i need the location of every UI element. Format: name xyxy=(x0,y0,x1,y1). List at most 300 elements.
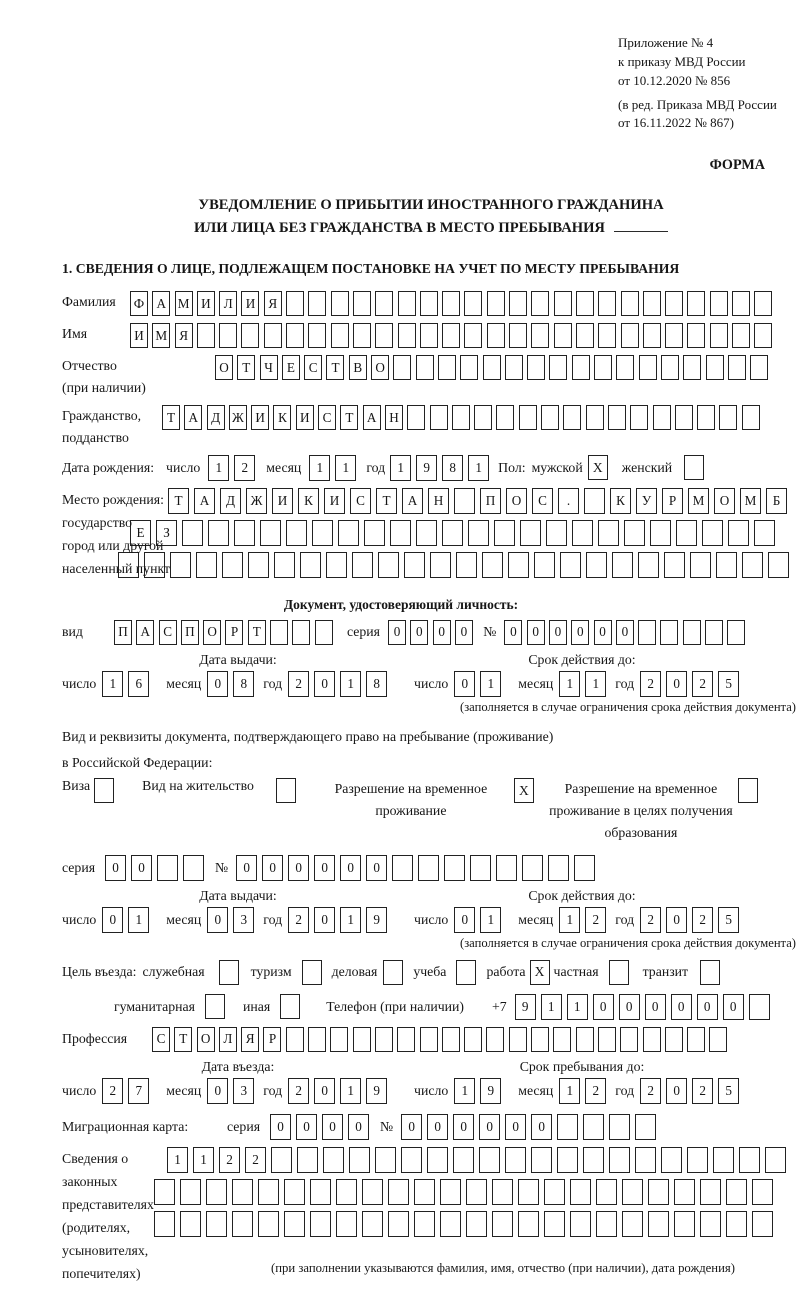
char-cell[interactable] xyxy=(754,520,775,546)
char-cell[interactable]: Ф xyxy=(130,291,148,316)
char-cell[interactable] xyxy=(548,855,569,881)
char-cell[interactable] xyxy=(492,1211,513,1237)
char-cell[interactable]: 1 xyxy=(167,1147,188,1173)
char-cell[interactable]: 1 xyxy=(559,1078,580,1104)
char-cell[interactable]: О xyxy=(506,488,527,514)
char-cell[interactable] xyxy=(531,1147,552,1173)
char-cell[interactable]: 1 xyxy=(340,907,361,933)
char-cell[interactable] xyxy=(414,1179,435,1205)
char-cell[interactable]: 0 xyxy=(453,1114,474,1140)
profession-input[interactable] xyxy=(152,1027,732,1052)
char-cell[interactable] xyxy=(479,1147,500,1173)
char-cell[interactable] xyxy=(683,620,701,645)
char-cell[interactable] xyxy=(308,323,326,348)
char-cell[interactable]: Я xyxy=(175,323,193,348)
char-cell[interactable]: 0 xyxy=(454,671,475,697)
char-cell[interactable] xyxy=(609,1147,630,1173)
char-cell[interactable]: Р xyxy=(662,488,683,514)
purpose-official-checkbox[interactable] xyxy=(219,960,239,985)
char-cell[interactable] xyxy=(609,1114,630,1140)
char-cell[interactable] xyxy=(653,405,671,430)
birth-place-row1-input[interactable] xyxy=(168,488,800,514)
char-cell[interactable] xyxy=(292,620,310,645)
char-cell[interactable]: 0 xyxy=(296,1114,317,1140)
char-cell[interactable]: С xyxy=(304,355,322,380)
char-cell[interactable]: 9 xyxy=(416,455,437,481)
char-cell[interactable] xyxy=(519,405,537,430)
char-cell[interactable]: 0 xyxy=(571,620,589,645)
char-cell[interactable] xyxy=(331,291,349,316)
char-cell[interactable]: А xyxy=(363,405,381,430)
char-cell[interactable] xyxy=(442,323,460,348)
char-cell[interactable]: Н xyxy=(428,488,449,514)
char-cell[interactable]: О xyxy=(215,355,233,380)
char-cell[interactable]: Л xyxy=(219,1027,237,1052)
char-cell[interactable]: 0 xyxy=(366,855,387,881)
female-checkbox[interactable] xyxy=(684,455,704,480)
representatives-row1-input[interactable] xyxy=(167,1147,800,1173)
char-cell[interactable] xyxy=(522,855,543,881)
patronymic-input[interactable] xyxy=(215,355,772,380)
char-cell[interactable] xyxy=(546,520,567,546)
char-cell[interactable] xyxy=(768,552,789,578)
char-cell[interactable] xyxy=(534,552,555,578)
char-cell[interactable] xyxy=(531,1027,549,1052)
char-cell[interactable] xyxy=(170,552,191,578)
char-cell[interactable] xyxy=(520,520,541,546)
char-cell[interactable]: 1 xyxy=(541,994,562,1020)
char-cell[interactable] xyxy=(393,355,411,380)
char-cell[interactable] xyxy=(427,1147,448,1173)
char-cell[interactable] xyxy=(464,323,482,348)
char-cell[interactable]: 2 xyxy=(692,671,713,697)
char-cell[interactable] xyxy=(206,1211,227,1237)
char-cell[interactable]: К xyxy=(273,405,291,430)
char-cell[interactable] xyxy=(414,1211,435,1237)
char-cell[interactable] xyxy=(697,405,715,430)
char-cell[interactable]: 1 xyxy=(309,455,330,481)
char-cell[interactable] xyxy=(598,1027,616,1052)
temp-residence-edu-checkbox[interactable] xyxy=(738,778,758,803)
char-cell[interactable]: 2 xyxy=(585,907,606,933)
char-cell[interactable]: У xyxy=(636,488,657,514)
doc-issue-year-input[interactable] xyxy=(288,671,392,697)
char-cell[interactable] xyxy=(300,552,321,578)
char-cell[interactable]: 2 xyxy=(640,671,661,697)
char-cell[interactable] xyxy=(398,291,416,316)
char-cell[interactable] xyxy=(248,552,269,578)
char-cell[interactable]: К xyxy=(610,488,631,514)
char-cell[interactable] xyxy=(492,1179,513,1205)
char-cell[interactable] xyxy=(596,1211,617,1237)
char-cell[interactable] xyxy=(362,1211,383,1237)
char-cell[interactable] xyxy=(621,323,639,348)
purpose-business-checkbox[interactable] xyxy=(383,960,403,985)
char-cell[interactable] xyxy=(430,405,448,430)
stay-doc-expiry-month-input[interactable] xyxy=(559,907,611,933)
char-cell[interactable] xyxy=(460,355,478,380)
char-cell[interactable]: 0 xyxy=(207,907,228,933)
char-cell[interactable]: И xyxy=(296,405,314,430)
char-cell[interactable]: А xyxy=(402,488,423,514)
char-cell[interactable]: О xyxy=(714,488,735,514)
char-cell[interactable]: С xyxy=(350,488,371,514)
char-cell[interactable]: 0 xyxy=(314,671,335,697)
char-cell[interactable]: Л xyxy=(219,291,237,316)
char-cell[interactable]: 0 xyxy=(102,907,123,933)
char-cell[interactable]: 1 xyxy=(340,1078,361,1104)
purpose-transit-checkbox[interactable] xyxy=(700,960,720,985)
char-cell[interactable]: Я xyxy=(241,1027,259,1052)
char-cell[interactable] xyxy=(594,355,612,380)
char-cell[interactable] xyxy=(702,520,723,546)
doc-issue-day-input[interactable] xyxy=(102,671,154,697)
char-cell[interactable]: 0 xyxy=(504,620,522,645)
char-cell[interactable]: 9 xyxy=(366,1078,387,1104)
char-cell[interactable] xyxy=(687,1027,705,1052)
char-cell[interactable] xyxy=(271,1147,292,1173)
char-cell[interactable]: Ч xyxy=(260,355,278,380)
char-cell[interactable] xyxy=(470,855,491,881)
char-cell[interactable]: Р xyxy=(225,620,243,645)
char-cell[interactable] xyxy=(353,1027,371,1052)
char-cell[interactable] xyxy=(509,291,527,316)
doc-series-input[interactable] xyxy=(388,620,477,645)
char-cell[interactable] xyxy=(404,552,425,578)
char-cell[interactable]: 8 xyxy=(442,455,463,481)
char-cell[interactable] xyxy=(638,552,659,578)
char-cell[interactable]: З xyxy=(156,520,177,546)
char-cell[interactable]: 6 xyxy=(128,671,149,697)
char-cell[interactable] xyxy=(352,552,373,578)
char-cell[interactable]: 1 xyxy=(454,1078,475,1104)
char-cell[interactable] xyxy=(453,1147,474,1173)
char-cell[interactable] xyxy=(375,291,393,316)
char-cell[interactable] xyxy=(508,552,529,578)
char-cell[interactable] xyxy=(416,355,434,380)
char-cell[interactable] xyxy=(505,1147,526,1173)
char-cell[interactable] xyxy=(440,1211,461,1237)
char-cell[interactable] xyxy=(496,855,517,881)
char-cell[interactable]: А xyxy=(152,291,170,316)
char-cell[interactable] xyxy=(726,1211,747,1237)
char-cell[interactable]: Е xyxy=(282,355,300,380)
doc-issue-month-input[interactable] xyxy=(207,671,259,697)
char-cell[interactable] xyxy=(624,520,645,546)
char-cell[interactable]: 1 xyxy=(390,455,411,481)
char-cell[interactable] xyxy=(732,291,750,316)
char-cell[interactable] xyxy=(719,405,737,430)
char-cell[interactable]: О xyxy=(371,355,389,380)
char-cell[interactable] xyxy=(664,552,685,578)
char-cell[interactable] xyxy=(665,291,683,316)
char-cell[interactable] xyxy=(598,323,616,348)
char-cell[interactable]: 0 xyxy=(531,1114,552,1140)
char-cell[interactable] xyxy=(518,1179,539,1205)
char-cell[interactable] xyxy=(286,520,307,546)
char-cell[interactable]: 0 xyxy=(288,855,309,881)
char-cell[interactable] xyxy=(687,323,705,348)
purpose-work-checkbox[interactable]: X xyxy=(530,960,550,985)
char-cell[interactable]: И xyxy=(130,323,148,348)
char-cell[interactable]: 0 xyxy=(314,1078,335,1104)
char-cell[interactable]: 0 xyxy=(723,994,744,1020)
char-cell[interactable] xyxy=(444,855,465,881)
char-cell[interactable] xyxy=(482,552,503,578)
migration-card-series-input[interactable] xyxy=(270,1114,374,1140)
char-cell[interactable] xyxy=(222,552,243,578)
stay-until-year-input[interactable] xyxy=(640,1078,744,1104)
char-cell[interactable] xyxy=(274,552,295,578)
char-cell[interactable] xyxy=(732,323,750,348)
char-cell[interactable]: 0 xyxy=(593,994,614,1020)
char-cell[interactable] xyxy=(648,1179,669,1205)
char-cell[interactable] xyxy=(397,1027,415,1052)
char-cell[interactable]: 5 xyxy=(718,1078,739,1104)
stay-doc-issue-month-input[interactable] xyxy=(207,907,259,933)
char-cell[interactable] xyxy=(586,405,604,430)
char-cell[interactable]: 2 xyxy=(288,1078,309,1104)
char-cell[interactable] xyxy=(438,355,456,380)
char-cell[interactable] xyxy=(742,552,763,578)
char-cell[interactable] xyxy=(596,1179,617,1205)
char-cell[interactable]: 2 xyxy=(102,1078,123,1104)
purpose-tourism-checkbox[interactable] xyxy=(302,960,322,985)
char-cell[interactable] xyxy=(635,1147,656,1173)
char-cell[interactable]: 2 xyxy=(234,455,255,481)
char-cell[interactable] xyxy=(765,1147,786,1173)
char-cell[interactable]: М xyxy=(740,488,761,514)
char-cell[interactable] xyxy=(260,520,281,546)
char-cell[interactable] xyxy=(754,323,772,348)
char-cell[interactable]: 1 xyxy=(480,907,501,933)
phone-input[interactable] xyxy=(515,994,775,1020)
stay-doc-expiry-day-input[interactable] xyxy=(454,907,506,933)
char-cell[interactable]: 0 xyxy=(549,620,567,645)
char-cell[interactable]: 0 xyxy=(314,855,335,881)
char-cell[interactable]: Д xyxy=(207,405,225,430)
char-cell[interactable] xyxy=(572,355,590,380)
purpose-private-checkbox[interactable] xyxy=(609,960,629,985)
char-cell[interactable]: 0 xyxy=(270,1114,291,1140)
char-cell[interactable]: 0 xyxy=(645,994,666,1020)
char-cell[interactable] xyxy=(675,405,693,430)
char-cell[interactable]: 0 xyxy=(505,1114,526,1140)
char-cell[interactable] xyxy=(454,488,475,514)
char-cell[interactable] xyxy=(326,552,347,578)
char-cell[interactable] xyxy=(709,1027,727,1052)
char-cell[interactable] xyxy=(554,291,572,316)
char-cell[interactable]: М xyxy=(152,323,170,348)
char-cell[interactable] xyxy=(336,1211,357,1237)
char-cell[interactable] xyxy=(270,620,288,645)
char-cell[interactable]: Т xyxy=(376,488,397,514)
char-cell[interactable] xyxy=(643,291,661,316)
char-cell[interactable] xyxy=(375,1147,396,1173)
char-cell[interactable] xyxy=(284,1211,305,1237)
doc-expiry-year-input[interactable] xyxy=(640,671,744,697)
char-cell[interactable]: 0 xyxy=(454,907,475,933)
char-cell[interactable] xyxy=(258,1211,279,1237)
char-cell[interactable]: 1 xyxy=(559,907,580,933)
char-cell[interactable] xyxy=(180,1211,201,1237)
char-cell[interactable]: 8 xyxy=(233,671,254,697)
char-cell[interactable]: О xyxy=(197,1027,215,1052)
char-cell[interactable]: И xyxy=(251,405,269,430)
char-cell[interactable] xyxy=(420,1027,438,1052)
char-cell[interactable] xyxy=(310,1211,331,1237)
char-cell[interactable] xyxy=(388,1179,409,1205)
char-cell[interactable]: 0 xyxy=(207,671,228,697)
char-cell[interactable]: С xyxy=(152,1027,170,1052)
char-cell[interactable] xyxy=(598,291,616,316)
char-cell[interactable] xyxy=(683,355,701,380)
doc-number-input[interactable] xyxy=(504,620,749,645)
char-cell[interactable]: Т xyxy=(168,488,189,514)
char-cell[interactable] xyxy=(375,1027,393,1052)
char-cell[interactable] xyxy=(338,520,359,546)
char-cell[interactable] xyxy=(336,1179,357,1205)
char-cell[interactable]: 1 xyxy=(559,671,580,697)
char-cell[interactable]: И xyxy=(241,291,259,316)
char-cell[interactable]: С xyxy=(159,620,177,645)
char-cell[interactable] xyxy=(727,620,745,645)
char-cell[interactable] xyxy=(608,405,626,430)
char-cell[interactable] xyxy=(362,1179,383,1205)
char-cell[interactable] xyxy=(630,405,648,430)
char-cell[interactable] xyxy=(487,291,505,316)
char-cell[interactable] xyxy=(486,1027,504,1052)
char-cell[interactable] xyxy=(572,520,593,546)
char-cell[interactable]: 0 xyxy=(236,855,257,881)
male-checkbox[interactable]: X xyxy=(588,455,608,480)
char-cell[interactable] xyxy=(643,323,661,348)
char-cell[interactable]: 1 xyxy=(480,671,501,697)
char-cell[interactable] xyxy=(390,520,411,546)
char-cell[interactable] xyxy=(531,323,549,348)
char-cell[interactable] xyxy=(583,1147,604,1173)
stay-doc-issue-day-input[interactable] xyxy=(102,907,154,933)
char-cell[interactable]: 0 xyxy=(527,620,545,645)
char-cell[interactable] xyxy=(643,1027,661,1052)
char-cell[interactable] xyxy=(509,1027,527,1052)
char-cell[interactable] xyxy=(616,355,634,380)
citizenship-input[interactable] xyxy=(162,405,764,430)
char-cell[interactable]: 0 xyxy=(388,620,406,645)
char-cell[interactable]: 2 xyxy=(692,1078,713,1104)
char-cell[interactable]: 2 xyxy=(585,1078,606,1104)
char-cell[interactable] xyxy=(612,552,633,578)
doc-expiry-day-input[interactable] xyxy=(454,671,506,697)
char-cell[interactable] xyxy=(197,323,215,348)
char-cell[interactable]: Т xyxy=(174,1027,192,1052)
char-cell[interactable] xyxy=(650,520,671,546)
char-cell[interactable] xyxy=(232,1211,253,1237)
char-cell[interactable] xyxy=(349,1147,370,1173)
stay-doc-number-input[interactable] xyxy=(236,855,600,881)
char-cell[interactable] xyxy=(687,1147,708,1173)
char-cell[interactable] xyxy=(420,291,438,316)
char-cell[interactable] xyxy=(323,1147,344,1173)
char-cell[interactable]: 0 xyxy=(594,620,612,645)
char-cell[interactable]: С xyxy=(532,488,553,514)
char-cell[interactable]: Ж xyxy=(246,488,267,514)
char-cell[interactable]: О xyxy=(203,620,221,645)
char-cell[interactable] xyxy=(705,620,723,645)
char-cell[interactable]: М xyxy=(175,291,193,316)
char-cell[interactable] xyxy=(234,520,255,546)
char-cell[interactable] xyxy=(531,291,549,316)
char-cell[interactable] xyxy=(648,1211,669,1237)
entry-year-input[interactable] xyxy=(288,1078,392,1104)
char-cell[interactable] xyxy=(665,323,683,348)
purpose-study-checkbox[interactable] xyxy=(456,960,476,985)
char-cell[interactable] xyxy=(407,405,425,430)
char-cell[interactable] xyxy=(206,1179,227,1205)
char-cell[interactable] xyxy=(392,855,413,881)
char-cell[interactable] xyxy=(598,520,619,546)
char-cell[interactable] xyxy=(700,1211,721,1237)
char-cell[interactable]: 5 xyxy=(718,907,739,933)
char-cell[interactable]: 0 xyxy=(616,620,634,645)
char-cell[interactable] xyxy=(660,620,678,645)
char-cell[interactable]: Я xyxy=(264,291,282,316)
char-cell[interactable] xyxy=(574,855,595,881)
char-cell[interactable]: 1 xyxy=(335,455,356,481)
char-cell[interactable] xyxy=(442,291,460,316)
char-cell[interactable]: 0 xyxy=(348,1114,369,1140)
char-cell[interactable]: 2 xyxy=(288,671,309,697)
char-cell[interactable] xyxy=(284,1179,305,1205)
char-cell[interactable]: 1 xyxy=(340,671,361,697)
char-cell[interactable]: Р xyxy=(263,1027,281,1052)
char-cell[interactable] xyxy=(553,1027,571,1052)
char-cell[interactable]: 0 xyxy=(340,855,361,881)
char-cell[interactable] xyxy=(638,620,656,645)
char-cell[interactable] xyxy=(687,291,705,316)
char-cell[interactable] xyxy=(518,1211,539,1237)
char-cell[interactable] xyxy=(312,520,333,546)
char-cell[interactable] xyxy=(378,552,399,578)
name-input[interactable] xyxy=(130,323,777,348)
char-cell[interactable] xyxy=(468,520,489,546)
purpose-other-checkbox[interactable] xyxy=(280,994,300,1019)
char-cell[interactable]: Д xyxy=(220,488,241,514)
char-cell[interactable]: А xyxy=(194,488,215,514)
char-cell[interactable] xyxy=(557,1147,578,1173)
char-cell[interactable] xyxy=(466,1211,487,1237)
char-cell[interactable] xyxy=(622,1211,643,1237)
char-cell[interactable] xyxy=(496,405,514,430)
char-cell[interactable]: П xyxy=(480,488,501,514)
char-cell[interactable] xyxy=(665,1027,683,1052)
char-cell[interactable] xyxy=(183,855,204,881)
char-cell[interactable] xyxy=(674,1179,695,1205)
char-cell[interactable] xyxy=(310,1179,331,1205)
char-cell[interactable] xyxy=(398,323,416,348)
char-cell[interactable]: 0 xyxy=(322,1114,343,1140)
char-cell[interactable]: . xyxy=(558,488,579,514)
birth-year-input[interactable] xyxy=(390,455,494,481)
char-cell[interactable]: 1 xyxy=(128,907,149,933)
char-cell[interactable] xyxy=(739,1147,760,1173)
char-cell[interactable]: Т xyxy=(248,620,266,645)
char-cell[interactable]: 2 xyxy=(640,1078,661,1104)
char-cell[interactable] xyxy=(639,355,657,380)
migration-card-number-input[interactable] xyxy=(401,1114,661,1140)
char-cell[interactable]: К xyxy=(298,488,319,514)
stay-doc-issue-year-input[interactable] xyxy=(288,907,392,933)
